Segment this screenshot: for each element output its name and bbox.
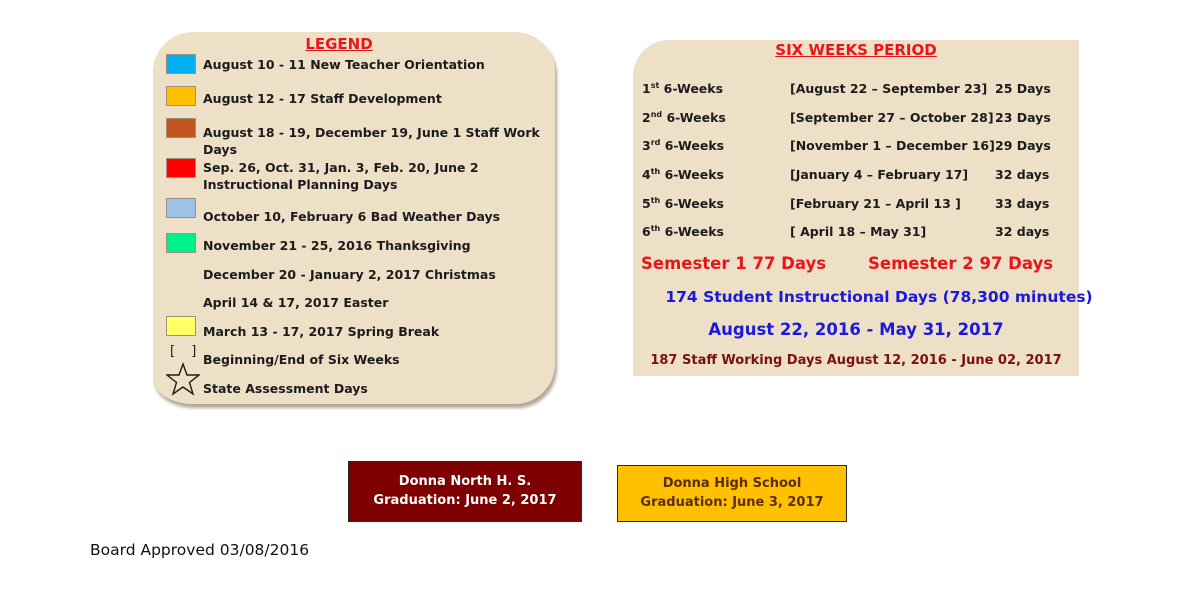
legend-item-label: State Assessment Days (203, 381, 368, 396)
graduation-date: Graduation: June 3, 2017 (640, 495, 824, 510)
period-range: [ April 18 – May 31] (790, 224, 927, 239)
school-name: Donna North H. S. (398, 474, 532, 489)
period-range: [September 27 – October 28] (790, 110, 994, 125)
star-icon (166, 362, 200, 396)
legend-item-label: Sep. 26, Oct. 31, Jan. 3, Feb. 20, June 2 Instructional Planning Days (203, 160, 479, 192)
board-approved-note: Board Approved 03/08/2016 (90, 541, 310, 559)
legend-item-label: April 14 & 17, 2017 Easter (203, 295, 389, 310)
semester-2-days: Semester 2 97 Days (868, 254, 1054, 273)
period-range: [January 4 – February 17] (790, 167, 969, 182)
legend-item-label: March 13 - 17, 2017 Spring Break (203, 324, 440, 339)
period-name: 4th 6-Weeks (642, 166, 724, 182)
period-name: 3rd 6-Weeks (642, 137, 725, 153)
period-range: [November 1 – December 16] (790, 138, 995, 153)
school-name: Donna High School (662, 476, 802, 491)
school-year-span: August 22, 2016 - May 31, 2017 (708, 320, 1004, 339)
color-swatch (166, 118, 196, 138)
legend-item-label: October 10, February 6 Bad Weather Days (203, 209, 501, 224)
legend-panel (153, 32, 555, 404)
period-name: 5th 6-Weeks (642, 195, 724, 211)
six-weeks-panel (633, 40, 1093, 376)
color-swatch (166, 316, 196, 336)
legend-item-label: August 12 - 17 Staff Development (203, 91, 442, 106)
period-days: 25 Days (995, 81, 1051, 96)
period-days: 32 days (995, 224, 1050, 239)
period-row (633, 110, 1079, 130)
legend-item-label: December 20 - January 2, 2017 Christmas (203, 267, 496, 282)
period-days: 32 days (995, 167, 1050, 182)
legend-item-label: Beginning/End of Six Weeks (203, 352, 400, 367)
color-swatch (166, 54, 196, 74)
semester-1-days: Semester 1 77 Days (641, 254, 827, 273)
period-name: 6th 6-Weeks (642, 223, 724, 239)
period-name: 2nd 6-Weeks (642, 109, 726, 125)
legend-item-label: November 21 - 25, 2016 Thanksgiving (203, 238, 471, 253)
legend-item-label: August 18 - 19, December 19, June 1 Staff Work Days (203, 125, 540, 157)
period-days: 29 Days (995, 138, 1051, 153)
period-row (633, 81, 1079, 101)
bracket-symbol: [ ] (170, 344, 203, 359)
donna-north-graduation-box (348, 461, 582, 522)
legend-item-label: August 10 - 11 New Teacher Orientation (203, 57, 485, 72)
period-range: [August 22 – September 23] (790, 81, 988, 96)
period-range: [February 21 – April 13 ] (790, 196, 961, 211)
period-row (633, 196, 1079, 216)
period-days: 33 days (995, 196, 1050, 211)
six-weeks-title: SIX WEEKS PERIOD (775, 41, 937, 59)
color-swatch (166, 233, 196, 253)
staff-working-days: 187 Staff Working Days August 12, 2016 - June 02, 2017 (650, 353, 1062, 368)
period-row (633, 138, 1079, 158)
period-name: 1st 6-Weeks (642, 80, 724, 96)
graduation-date: Graduation: June 2, 2017 (373, 493, 557, 508)
color-swatch (166, 86, 196, 106)
color-swatch (166, 198, 196, 218)
student-instructional-days: 174 Student Instructional Days (78,300 minutes) (665, 288, 1093, 306)
donna-high-graduation-box (617, 465, 847, 522)
legend-title: LEGEND (305, 35, 373, 53)
period-row (633, 167, 1079, 187)
period-row (633, 224, 1079, 244)
color-swatch (166, 158, 196, 178)
period-days: 23 Days (995, 110, 1051, 125)
